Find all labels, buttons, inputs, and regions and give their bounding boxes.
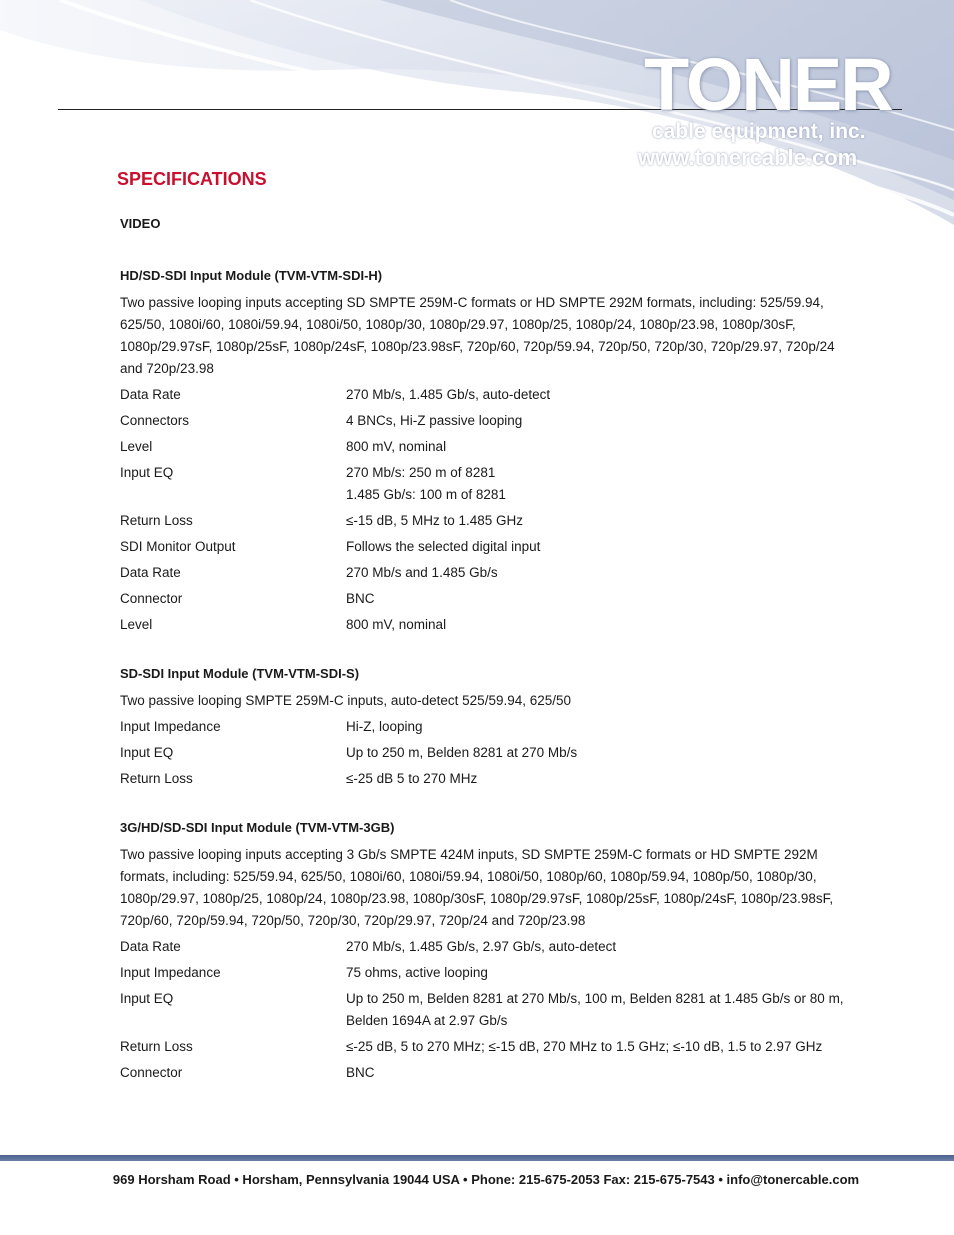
spec-row (120, 962, 860, 984)
spec-row (120, 462, 860, 506)
spec-label: Input Impedance (120, 719, 221, 734)
spec-row (120, 536, 860, 558)
logo-wordmark: TONER (644, 43, 892, 126)
spec-value: 4 BNCs, Hi-Z passive looping (346, 413, 523, 428)
spec-row (120, 436, 860, 458)
module-description: Two passive looping inputs accepting 3 Gb/s SMPTE 424M inputs, SD SMPTE 259M-C formats or HD SMPTE 292M formats, including: 525/59.94, 625/50, 1080i/60, 1080i/59.94, 1080i/50, 1080p/60, 1080p/59.94, 1080p/50, 1080p/30, 1080p/29.97, 1080p/25, 1080p/24, 1080p/23.98, 1080p/30sF, 1080p/29.97sF, 1080p/25sF, 1080p/24sF, 1080p/23.98sF, 720p/60, 720p/59.94, 720p/50, 720p/30, 720p/29.97, 720p/24 and 720p/23.98 (120, 847, 834, 928)
spec-label: Connector (120, 591, 183, 606)
module-title: SD-SDI Input Module (TVM-VTM-SDI-S) (120, 666, 360, 681)
module-description: Two passive looping SMPTE 259M-C inputs, auto-detect 525/59.94, 625/50 (120, 693, 572, 708)
spec-row (120, 510, 860, 532)
spec-value: 75 ohms, active looping (346, 965, 488, 980)
module-description: Two passive looping inputs accepting SD SMPTE 259M-C formats or HD SMPTE 292M formats, including: 525/59.94, 625/50, 1080i/60, 1080i/59.94, 1080i/50, 1080p/30, 1080p/29.97, 1080p/25, 1080p/24, 1080p/23.98, 1080p/30sF, 1080p/29.97sF, 1080p/25sF, 1080p/24sF, 1080p/23.98sF, 720p/60, 720p/59.94, 720p/50, 720p/30, 720p/29.97, 720p/24 and 720p/23.98 (120, 295, 835, 376)
spec-row (120, 384, 860, 406)
spec-value: Up to 250 m, Belden 8281 at 270 Mb/s, 100 m, Belden 8281 at 1.485 Gb/s or 80 m, Belden 1694A at 2.97 Gb/s (346, 991, 844, 1028)
spec-value-line: 1.485 Gb/s: 100 m of 8281 (346, 487, 506, 502)
spec-value: 270 Mb/s, 1.485 Gb/s, 2.97 Gb/s, auto-detect (346, 939, 617, 954)
spec-value: ≤-15 dB, 5 MHz to 1.485 GHz (346, 513, 523, 528)
spec-label: Input EQ (120, 465, 174, 480)
logo-tagline: cable equipment, inc. (652, 120, 866, 143)
spec-label: Input EQ (120, 745, 174, 760)
spec-row (120, 588, 860, 610)
spec-row (120, 716, 860, 738)
spec-value: 800 mV, nominal (346, 617, 447, 632)
spec-row (120, 1062, 860, 1084)
spec-value (346, 462, 860, 506)
spec-value: ≤-25 dB, 5 to 270 MHz; ≤-15 dB, 270 MHz to 1.5 GHz; ≤-10 dB, 1.5 to 2.97 GHz (346, 1039, 823, 1054)
module-title: HD/SD-SDI Input Module (TVM-VTM-SDI-H) (120, 268, 383, 283)
spec-row (120, 742, 860, 764)
spec-row (120, 562, 860, 584)
spec-value: 800 mV, nominal (346, 439, 447, 454)
spec-content (120, 213, 860, 1088)
spec-value: ≤-25 dB 5 to 270 MHz (346, 771, 478, 786)
spec-label: Return Loss (120, 771, 193, 786)
logo-url: www.tonercable.com (638, 145, 858, 170)
spec-row (120, 614, 860, 636)
spec-row (120, 936, 860, 958)
spec-label: Data Rate (120, 565, 181, 580)
spec-label: Input EQ (120, 991, 174, 1006)
footer-contact: 969 Horsham Road • Horsham, Pennsylvania 19044 USA • Phone: 215-675-2053 Fax: 215-675-7543 • info@tonercable.com (112, 1172, 860, 1187)
spec-row (120, 410, 860, 432)
section-heading-video: VIDEO (120, 216, 161, 231)
spec-label: SDI Monitor Output (120, 539, 236, 554)
spec-label: Connectors (120, 413, 190, 428)
spec-label: Level (120, 617, 153, 632)
spec-row (120, 988, 860, 1032)
spec-value-line: 270 Mb/s: 250 m of 8281 (346, 465, 496, 480)
module-hd-sd-sdi (120, 265, 860, 636)
page-title: SPECIFICATIONS (117, 169, 267, 189)
spec-label: Return Loss (120, 513, 193, 528)
spec-value: Follows the selected digital input (346, 539, 541, 554)
spec-label: Data Rate (120, 387, 181, 402)
company-logo (630, 43, 930, 178)
spec-value: BNC (346, 591, 375, 606)
spec-label: Return Loss (120, 1039, 193, 1054)
spec-label: Level (120, 439, 153, 454)
spec-value: Up to 250 m, Belden 8281 at 270 Mb/s (346, 745, 578, 760)
spec-label: Input Impedance (120, 965, 221, 980)
spec-row (120, 768, 860, 790)
spec-value: 270 Mb/s and 1.485 Gb/s (346, 565, 498, 580)
module-sd-sdi (120, 663, 860, 790)
spec-value: Hi-Z, looping (346, 719, 423, 734)
spec-label: Connector (120, 1065, 183, 1080)
module-title: 3G/HD/SD-SDI Input Module (TVM-VTM-3GB) (120, 820, 395, 835)
spec-row (120, 1036, 860, 1058)
spec-value: BNC (346, 1065, 375, 1080)
spec-value: 270 Mb/s, 1.485 Gb/s, auto-detect (346, 387, 551, 402)
module-3g-hd-sd-sdi (120, 817, 860, 1084)
footer-rule (0, 1155, 954, 1161)
spec-label: Data Rate (120, 939, 181, 954)
